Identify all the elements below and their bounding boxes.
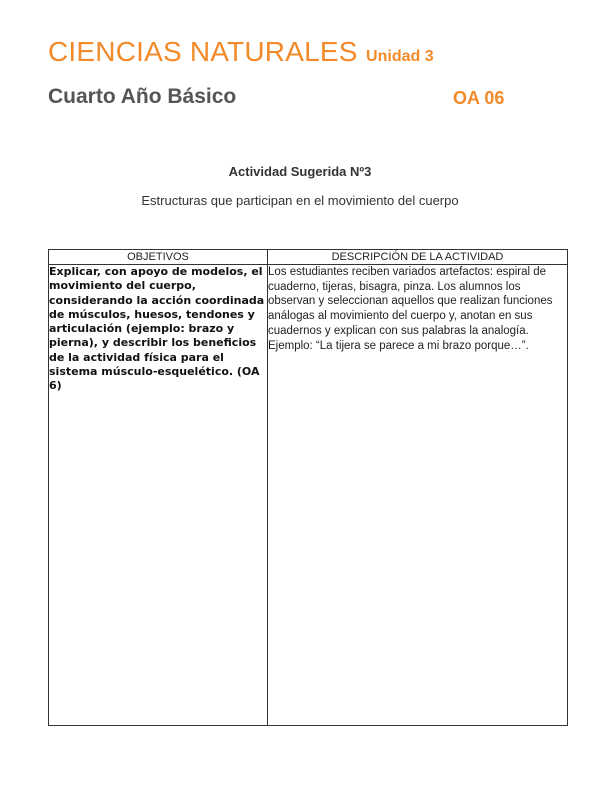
subject-title: CIENCIAS NATURALES (48, 36, 358, 67)
table-header-row (49, 250, 568, 265)
column-header-objectives: OBJETIVOS (49, 250, 268, 265)
grade-subtitle: Cuarto Año Básico (48, 85, 237, 108)
document-title (48, 36, 434, 68)
column-header-description: DESCRIPCIÓN DE LA ACTIVIDAD (268, 250, 568, 265)
objective-text: Explicar, con apoyo de modelos, el movimiento del cuerpo, considerando la acción coordinada de músculos, huesos, tendones y articulación (ejemplo: brazo y pierna), y describir los beneficios de la actividad física para el sistema músculo-esquelético. (OA 6) (49, 265, 265, 393)
oa-code-label: OA 06 (453, 88, 505, 108)
description-cell (268, 265, 568, 726)
description-text: Los estudiantes reciben variados artefactos: espiral de cuaderno, tijeras, bisagra, pinza. Los alumnos los observan y seleccionan aquellos que realizan funciones análogas al movimiento del cuerpo y, anotan en sus cuadernos y explican con sus palabras la analogía. Ejemplo: “La tijera se parece a mi brazo porque…”. (268, 266, 553, 352)
objective-cell (49, 265, 268, 726)
unit-label: Unidad 3 (366, 48, 434, 65)
activity-heading: Actividad Sugerida Nº3 (228, 164, 372, 179)
activity-topic: Estructuras que participan en el movimiento del cuerpo (141, 193, 459, 208)
table-row (49, 265, 568, 726)
activity-table (48, 249, 568, 726)
